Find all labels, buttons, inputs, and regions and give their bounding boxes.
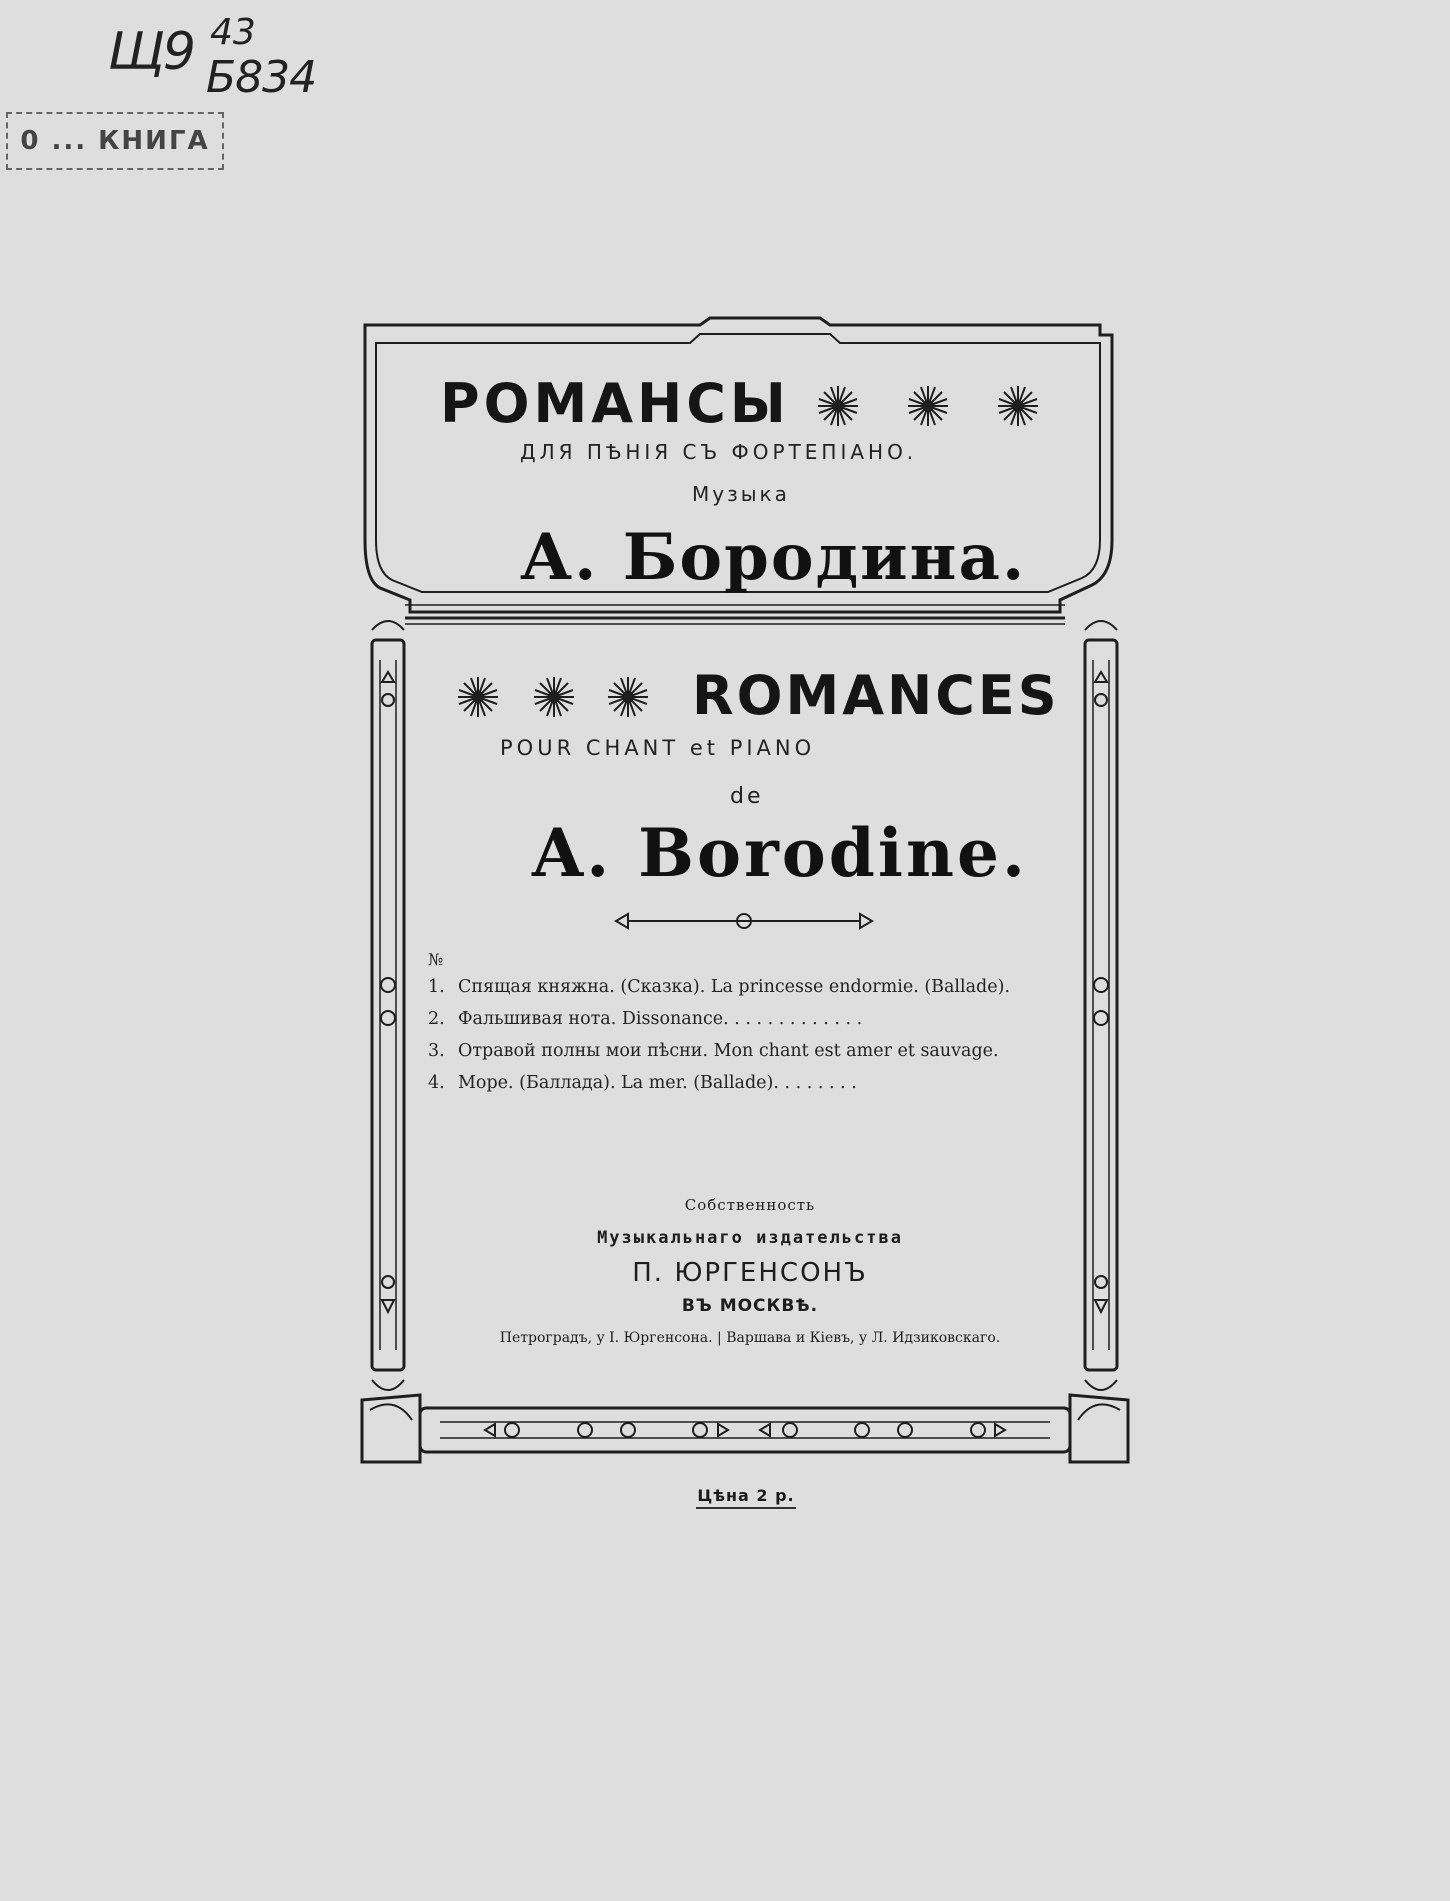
subtitle-russian: ДЛЯ ПѢНІЯ СЪ ФОРТЕПІАНО. [520, 440, 918, 464]
item-title: Фальшивая нота. Dissonance. . . . . . . . . . . . . [458, 1009, 863, 1029]
publisher-house-line: Музыкальнаго издательства [597, 1228, 903, 1248]
shelf-number-top-handwritten: 43 [210, 12, 256, 53]
title-russian: РОМАНСЫ [440, 372, 790, 435]
subtitle-french: POUR CHANT et PIANO [500, 736, 816, 760]
item-number: 1. [428, 977, 445, 997]
list-item [428, 1003, 1038, 1035]
item-title: Море. (Баллада). La mer. (Ballade). . . . . . . . [458, 1073, 857, 1093]
shelf-code-handwritten: Щ9 [108, 22, 194, 82]
item-number: 4. [428, 1073, 445, 1093]
composer-russian: А. Бородина. [520, 520, 1027, 595]
publisher-branches: Петроградъ, у I. Юргенсона. | Варшава и Кіевъ, у Л. Идзиковскаго. [499, 1330, 1001, 1346]
number-sign: № [428, 950, 444, 969]
list-item [428, 1067, 1038, 1099]
composer-french: A. Borodine. [532, 814, 1028, 892]
publisher-name: П. ЮРГЕНСОНЪ [632, 1258, 868, 1288]
shelf-number-bottom-handwritten: Б834 [206, 52, 317, 103]
item-title: Отравой полны мои пѣсни. Mon chant est amer et sauvage. [458, 1041, 999, 1061]
item-number: 2. [428, 1009, 445, 1029]
library-stamp: 0 ... КНИГА [6, 112, 224, 170]
music-by-russian: Музыка [692, 482, 790, 506]
contents-list [428, 950, 1038, 1099]
list-item [428, 1035, 1038, 1067]
price-label: Цѣна 2 р. [696, 1486, 796, 1509]
item-number: 3. [428, 1041, 445, 1061]
item-title: Спящая княжна. (Сказка). La princesse endormie. (Ballade). [458, 977, 1011, 997]
list-item [428, 971, 1038, 1003]
publisher-property-line: Собственность [684, 1196, 816, 1214]
title-french: ROMANCES [692, 664, 1060, 727]
by-french: de [730, 784, 764, 809]
publisher-city: ВЪ МОСКВѢ. [681, 1296, 819, 1316]
